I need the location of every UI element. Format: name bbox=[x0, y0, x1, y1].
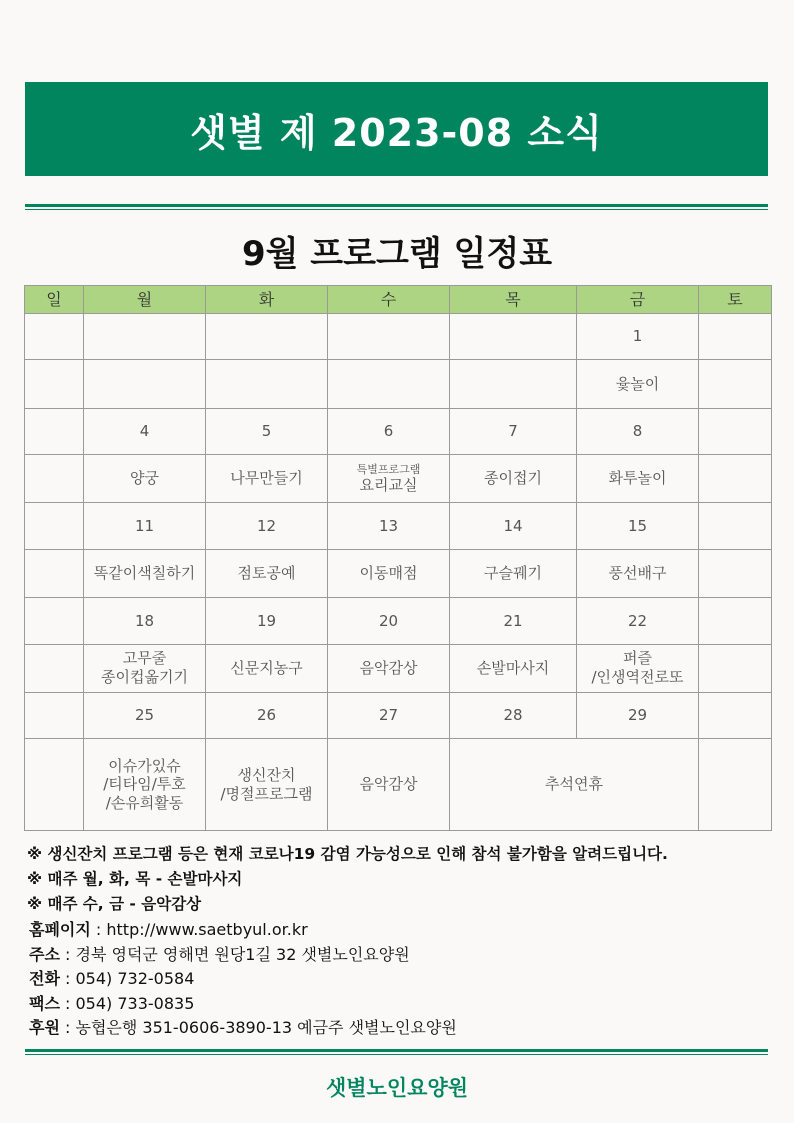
program-cell: 양궁 bbox=[84, 455, 206, 503]
program-cell: 종이접기 bbox=[450, 455, 577, 503]
date-cell bbox=[84, 314, 206, 360]
program-cell: 고무줄 종이컵옮기기 bbox=[84, 644, 206, 692]
special-program-tag: 특별프로그램 bbox=[356, 462, 421, 476]
divider-top-thin bbox=[25, 209, 768, 210]
date-cell bbox=[328, 314, 450, 360]
note-covid: ※ 생신잔치 프로그램 등은 현재 코로나19 감염 가능성으로 인해 참석 불가함을 알려드립니다. bbox=[27, 845, 668, 863]
program-cell bbox=[699, 644, 772, 692]
date-cell: 11 bbox=[84, 503, 206, 549]
date-cell: 19 bbox=[206, 598, 328, 644]
weekday-header: 목 bbox=[450, 286, 577, 314]
date-cell: 26 bbox=[206, 692, 328, 738]
program-cell: 똑같이색칠하기 bbox=[84, 549, 206, 597]
date-cell: 1 bbox=[577, 314, 699, 360]
date-cell bbox=[25, 503, 84, 549]
program-cell: 이슈가있슈 /티타임/투호 /손유희활동 bbox=[84, 739, 206, 831]
program-cell bbox=[25, 549, 84, 597]
program-cell: 나무만들기 bbox=[206, 455, 328, 503]
date-cell: 22 bbox=[577, 598, 699, 644]
program-cell bbox=[699, 549, 772, 597]
program-cell bbox=[25, 360, 84, 408]
program-row bbox=[25, 455, 772, 503]
homepage-link[interactable]: http://www.saetbyul.or.kr bbox=[106, 920, 308, 939]
program-cell bbox=[25, 644, 84, 692]
contact-label: 주소 bbox=[29, 944, 60, 964]
date-cell bbox=[699, 408, 772, 454]
program-row bbox=[25, 549, 772, 597]
schedule-table bbox=[24, 285, 772, 831]
contact-phone: 전화 : 054) 732-0584 bbox=[29, 969, 195, 988]
phone-value: 054) 732-0584 bbox=[75, 969, 195, 988]
date-cell bbox=[699, 598, 772, 644]
newsletter-title: 샛별 제 2023-08 소식 bbox=[190, 110, 603, 155]
program-cell: 이동매점 bbox=[328, 549, 450, 597]
contact-address: 주소 : 경북 영덕군 영해면 원당1길 32 샛별노인요양원 bbox=[29, 944, 410, 964]
date-cell: 12 bbox=[206, 503, 328, 549]
date-cell: 14 bbox=[450, 503, 577, 549]
program-cell: 손발마사지 bbox=[450, 644, 577, 692]
donation-value: 농협은행 351-0606-3890-13 예금주 샛별노인요양원 bbox=[75, 1018, 457, 1037]
date-cell bbox=[25, 598, 84, 644]
program-cell bbox=[206, 360, 328, 408]
note-music: ※ 매주 수, 금 - 음악감상 bbox=[27, 895, 202, 913]
program-cell: 화투놀이 bbox=[577, 455, 699, 503]
date-row bbox=[25, 503, 772, 549]
program-row bbox=[25, 360, 772, 408]
contact-label: 전화 bbox=[29, 969, 60, 988]
contact-fax: 팩스 : 054) 733-0835 bbox=[29, 993, 195, 1013]
divider-bottom-thin bbox=[25, 1054, 768, 1055]
contact-homepage: 홈페이지 : http://www.saetbyul.or.kr bbox=[29, 920, 308, 939]
program-cell bbox=[328, 455, 450, 503]
weekday-header: 수 bbox=[328, 286, 450, 314]
divider-top bbox=[25, 204, 768, 207]
divider-bottom bbox=[25, 1049, 768, 1052]
program-cell: 점토공예 bbox=[206, 549, 328, 597]
contact-donation: 후원 : 농협은행 351-0606-3890-13 예금주 샛별노인요양원 bbox=[29, 1018, 457, 1037]
date-cell bbox=[699, 314, 772, 360]
weekday-header: 월 bbox=[84, 286, 206, 314]
date-cell: 8 bbox=[577, 408, 699, 454]
date-cell: 4 bbox=[84, 408, 206, 454]
weekday-header: 화 bbox=[206, 286, 328, 314]
date-cell: 6 bbox=[328, 408, 450, 454]
schedule-title: 9월 프로그램 일정표 bbox=[241, 234, 553, 274]
date-cell: 27 bbox=[328, 692, 450, 738]
program-cell: 음악감상 bbox=[328, 644, 450, 692]
date-cell bbox=[206, 314, 328, 360]
program-cell bbox=[25, 455, 84, 503]
program-cell bbox=[25, 739, 84, 831]
contact-info bbox=[29, 918, 457, 1041]
date-cell: 7 bbox=[450, 408, 577, 454]
note-massage: ※ 매주 월, 화, 목 - 손발마사지 bbox=[27, 870, 243, 888]
program-cell bbox=[84, 360, 206, 408]
date-cell bbox=[25, 314, 84, 360]
program-cell bbox=[699, 739, 772, 831]
date-cell bbox=[25, 692, 84, 738]
program-cell bbox=[450, 360, 577, 408]
notes-section bbox=[27, 842, 668, 917]
date-cell: 29 bbox=[577, 692, 699, 738]
date-cell: 28 bbox=[450, 692, 577, 738]
program-cell: 구슬꿰기 bbox=[450, 549, 577, 597]
program-cell: 윷놀이 bbox=[577, 360, 699, 408]
date-cell: 13 bbox=[328, 503, 450, 549]
program-cell bbox=[328, 360, 450, 408]
date-cell bbox=[699, 503, 772, 549]
contact-label: 홈페이지 bbox=[29, 920, 91, 939]
weekday-header: 토 bbox=[699, 286, 772, 314]
program-cell: 신문지농구 bbox=[206, 644, 328, 692]
program-label: 요리교실 bbox=[359, 475, 418, 494]
program-cell bbox=[699, 360, 772, 408]
weekday-header: 일 bbox=[25, 286, 84, 314]
date-cell: 15 bbox=[577, 503, 699, 549]
program-cell: 퍼즐 /인생역전로또 bbox=[577, 644, 699, 692]
date-cell bbox=[25, 408, 84, 454]
program-cell: 음악감상 bbox=[328, 739, 450, 831]
program-row bbox=[25, 644, 772, 692]
date-row bbox=[25, 408, 772, 454]
date-cell: 25 bbox=[84, 692, 206, 738]
date-cell bbox=[699, 692, 772, 738]
contact-label: 후원 bbox=[29, 1018, 60, 1037]
weekday-header: 금 bbox=[577, 286, 699, 314]
program-cell bbox=[699, 455, 772, 503]
contact-label: 팩스 bbox=[29, 993, 60, 1013]
title-banner bbox=[25, 82, 768, 176]
date-row bbox=[25, 598, 772, 644]
date-cell: 20 bbox=[328, 598, 450, 644]
footer-organization: 샛별노인요양원 bbox=[325, 1076, 468, 1100]
program-row bbox=[25, 739, 772, 831]
date-cell bbox=[450, 314, 577, 360]
date-cell: 5 bbox=[206, 408, 328, 454]
date-row bbox=[25, 314, 772, 360]
program-cell-holiday: 추석연휴 bbox=[450, 739, 699, 831]
program-cell: 풍선배구 bbox=[577, 549, 699, 597]
weekday-header-row bbox=[25, 286, 772, 314]
fax-value: 054) 733-0835 bbox=[75, 993, 195, 1013]
program-cell: 생신잔치 /명절프로그램 bbox=[206, 739, 328, 831]
date-cell: 18 bbox=[84, 598, 206, 644]
date-cell: 21 bbox=[450, 598, 577, 644]
address-value: 경북 영덕군 영해면 원당1길 32 샛별노인요양원 bbox=[75, 944, 410, 964]
date-row bbox=[25, 692, 772, 738]
